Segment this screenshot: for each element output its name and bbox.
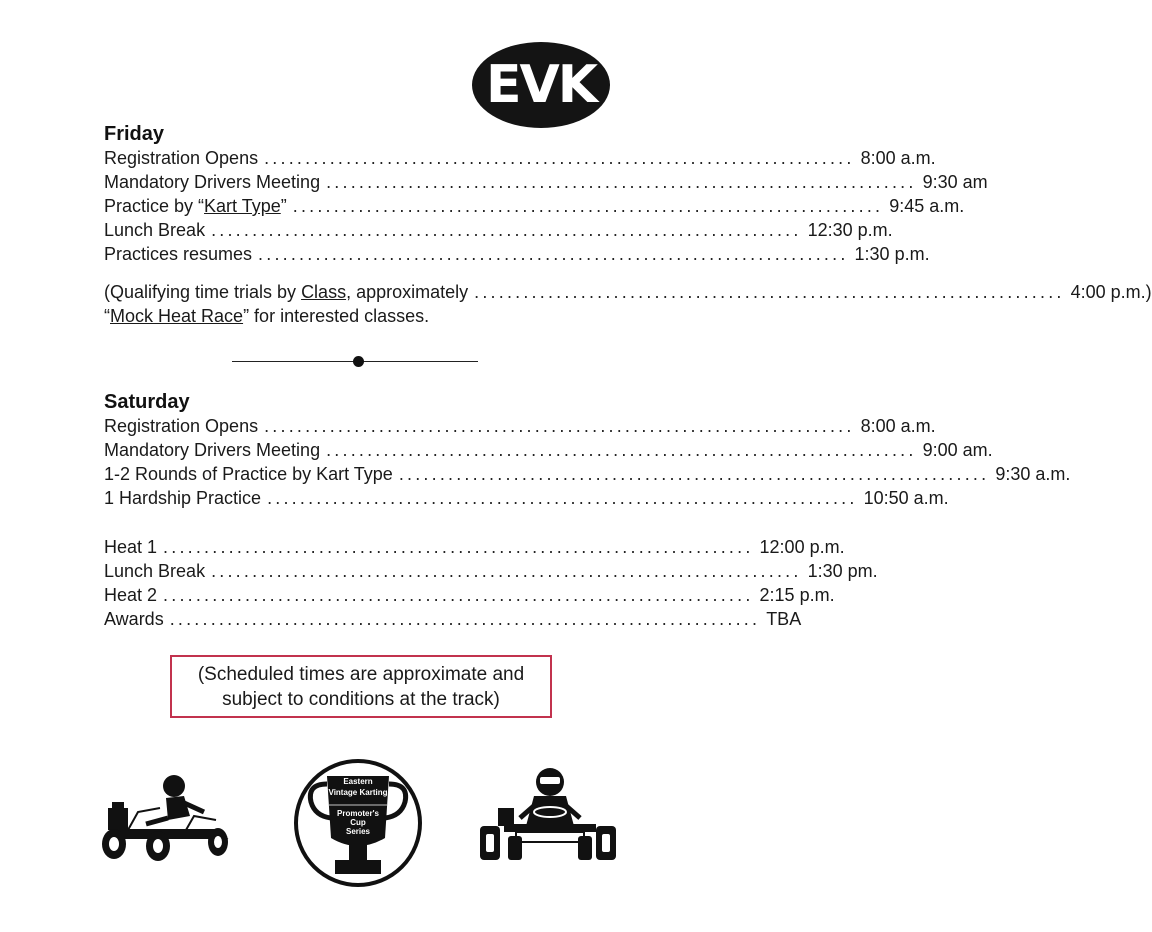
friday-row-drivers-meeting bbox=[104, 172, 988, 196]
row-time: 12:00 p.m. bbox=[759, 537, 845, 557]
section-divider-dot bbox=[353, 356, 364, 367]
leader-dots: ........................................................................ bbox=[258, 244, 849, 264]
row-label: Registration Opens bbox=[104, 148, 259, 168]
mock-heat-race-link[interactable]: Mock Heat Race bbox=[110, 306, 244, 326]
leader-dots: ........................................................................ bbox=[267, 488, 858, 508]
saturday-row-hardship bbox=[104, 488, 949, 512]
row-time: 9:30 am bbox=[922, 172, 988, 192]
row-time: 1:30 p.m. bbox=[854, 244, 930, 264]
note-suffix: , approximately bbox=[346, 282, 469, 302]
note-label bbox=[104, 282, 468, 303]
row-label: Awards bbox=[104, 609, 164, 629]
leader-dots: ........................................................................ bbox=[398, 464, 990, 484]
row-time: 12:30 p.m. bbox=[807, 220, 893, 240]
friday-heading: Friday bbox=[104, 123, 165, 145]
saturday-row-registration bbox=[104, 416, 936, 440]
leader-dots: ........................................................................ bbox=[211, 561, 802, 581]
schedule-disclaimer-box bbox=[170, 655, 552, 718]
friday-row-lunch bbox=[104, 220, 893, 244]
trophy-text-vintage-karting: Vintage Karting bbox=[328, 788, 388, 797]
leader-dots: ........................................................................ bbox=[326, 172, 917, 192]
row-label bbox=[104, 196, 287, 217]
saturday-row-practice-rounds bbox=[104, 464, 1071, 488]
label-suffix: ” bbox=[280, 196, 287, 216]
label-prefix: Practice by “ bbox=[104, 196, 205, 216]
row-label: Heat 2 bbox=[104, 585, 158, 605]
friday-row-registration bbox=[104, 148, 936, 172]
friday-note-mock-heat bbox=[104, 306, 624, 327]
evk-logo: EVK bbox=[472, 42, 610, 128]
friday-row-practices-resume bbox=[104, 244, 930, 268]
leader-dots: ........................................................................ bbox=[169, 609, 761, 629]
vintage-kart-left-illustration bbox=[98, 772, 238, 864]
friday-note-qualifying bbox=[104, 282, 1152, 306]
saturday-row-heat-2 bbox=[104, 585, 835, 609]
row-label: Heat 1 bbox=[104, 537, 158, 557]
trophy-text-eastern: Eastern bbox=[343, 777, 373, 786]
row-label: Practices resumes bbox=[104, 244, 253, 264]
row-time: 9:30 a.m. bbox=[995, 464, 1071, 484]
row-label: Lunch Break bbox=[104, 220, 206, 240]
trophy-text-promoters: Promoter's bbox=[337, 809, 379, 818]
row-time: 8:00 a.m. bbox=[860, 148, 936, 168]
leader-dots: ........................................................................ bbox=[211, 220, 802, 240]
trophy-text-cup: Cup bbox=[350, 818, 366, 827]
leader-dots: ........................................................................ bbox=[264, 416, 855, 436]
row-time: TBA bbox=[766, 609, 802, 629]
row-label: 1-2 Rounds of Practice by Kart Type bbox=[104, 464, 393, 484]
trophy-text-series: Series bbox=[345, 827, 371, 836]
row-label: Mandatory Drivers Meeting bbox=[104, 440, 321, 460]
row-time: 10:50 a.m. bbox=[863, 488, 949, 508]
row-label: 1 Hardship Practice bbox=[104, 488, 262, 508]
note-prefix: (Qualifying time trials by bbox=[104, 282, 302, 302]
note-time: 4:00 p.m.) bbox=[1070, 282, 1152, 302]
row-label: Lunch Break bbox=[104, 561, 206, 581]
leader-dots: ........................................................................ bbox=[163, 585, 754, 605]
friday-row-practice bbox=[104, 196, 965, 220]
leader-dots: ........................................................................ bbox=[474, 282, 1065, 302]
leader-dots: ........................................................................ bbox=[163, 537, 754, 557]
saturday-row-heat-1 bbox=[104, 537, 845, 561]
row-time: 9:00 am. bbox=[922, 440, 993, 460]
saturday-heading: Saturday bbox=[104, 391, 190, 413]
leader-dots: ........................................................................ bbox=[264, 148, 855, 168]
row-label: Mandatory Drivers Meeting bbox=[104, 172, 321, 192]
row-time: 8:00 a.m. bbox=[860, 416, 936, 436]
leader-dots: ........................................................................ bbox=[326, 440, 917, 460]
kart-type-link[interactable]: Kart Type bbox=[204, 196, 281, 216]
note-prefix: “ bbox=[104, 306, 110, 326]
saturday-row-awards bbox=[104, 609, 802, 633]
disclaimer-line-1: (Scheduled times are approximate and bbox=[197, 663, 525, 685]
disclaimer-line-2: subject to conditions at the track) bbox=[222, 688, 500, 710]
note-suffix: ” for interested classes. bbox=[243, 306, 430, 326]
row-time: 9:45 a.m. bbox=[889, 196, 965, 216]
saturday-row-drivers-meeting bbox=[104, 440, 993, 464]
class-link[interactable]: Class bbox=[301, 282, 347, 302]
row-label: Registration Opens bbox=[104, 416, 259, 436]
row-time: 1:30 pm. bbox=[807, 561, 878, 581]
promoters-cup-trophy-badge bbox=[293, 758, 423, 888]
saturday-row-lunch bbox=[104, 561, 878, 585]
row-time: 2:15 p.m. bbox=[759, 585, 835, 605]
racing-kart-right-illustration bbox=[478, 764, 618, 864]
leader-dots: ........................................................................ bbox=[292, 196, 884, 216]
